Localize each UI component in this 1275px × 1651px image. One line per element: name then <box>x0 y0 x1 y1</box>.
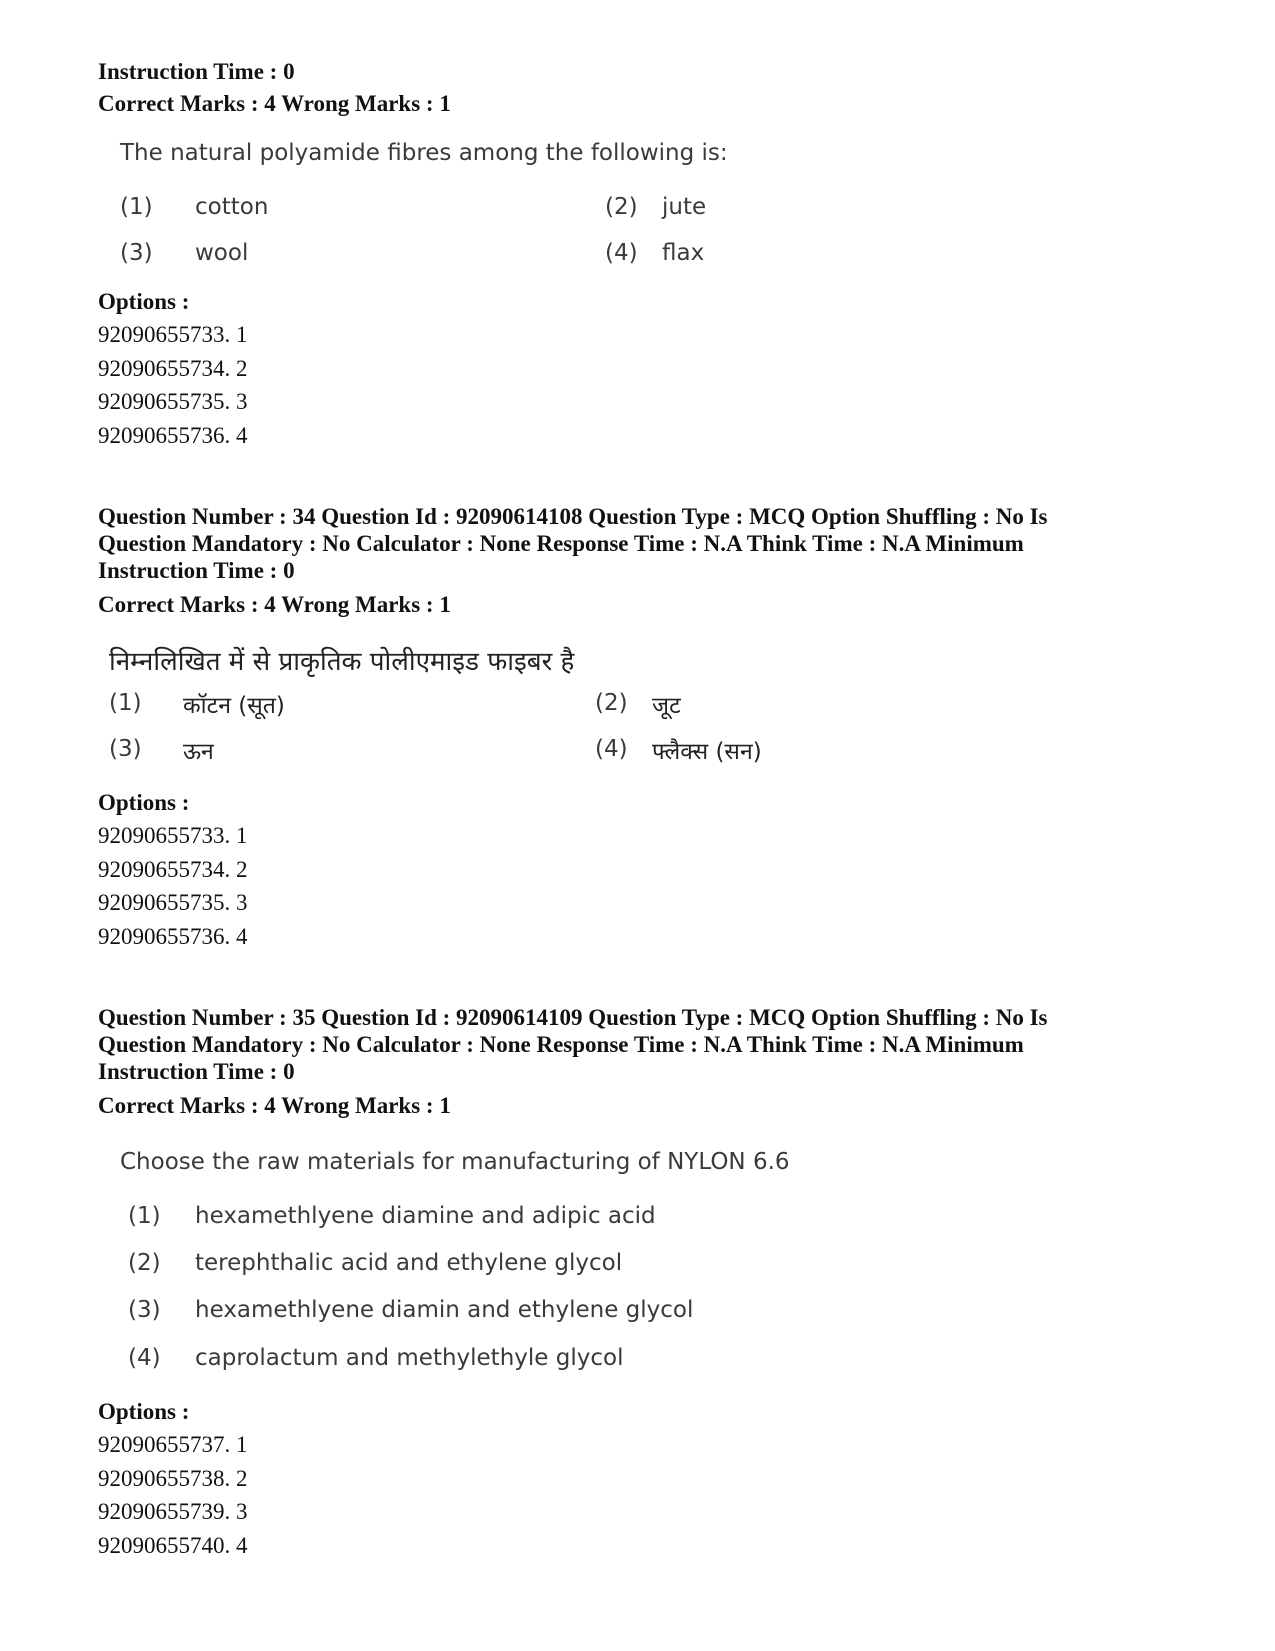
choice-text: wool <box>195 240 249 266</box>
choice-text: कॉटन (सूत) <box>183 693 285 719</box>
option-id: 92090655734. 2 <box>98 857 248 882</box>
choice-number: (2) <box>595 690 628 716</box>
choice-number: (3) <box>109 736 142 762</box>
question-metadata <box>98 503 1048 584</box>
option-id: 92090655735. 3 <box>98 890 248 915</box>
choice-number: (2) <box>128 1250 161 1276</box>
question-metadata <box>98 1004 1048 1085</box>
choice-number: (4) <box>128 1345 161 1371</box>
choice-text: jute <box>662 194 707 220</box>
metadata-line: Instruction Time : 0 <box>98 558 295 583</box>
choice-number: (1) <box>109 690 142 716</box>
choice-text: caprolactum and methylethyle glycol <box>195 1345 624 1371</box>
choice-number: (1) <box>120 194 153 220</box>
choice-number: (4) <box>595 736 628 762</box>
question-metadata <box>98 58 295 85</box>
option-id: 92090655733. 1 <box>98 823 248 848</box>
option-id: 92090655739. 3 <box>98 1499 248 1524</box>
marks-line: Correct Marks : 4 Wrong Marks : 1 <box>98 592 451 617</box>
metadata-line: Question Number : 35 Question Id : 92090614109 Question Type : MCQ Option Shuffling : No Is <box>98 1005 1048 1030</box>
metadata-line: Question Number : 34 Question Id : 92090614108 Question Type : MCQ Option Shuffling : No Is <box>98 504 1048 529</box>
marks-line: Correct Marks : 4 Wrong Marks : 1 <box>98 1093 451 1118</box>
marks-line: Correct Marks : 4 Wrong Marks : 1 <box>98 91 451 116</box>
choice-number: (1) <box>128 1203 161 1229</box>
metadata-line: Question Mandatory : No Calculator : None Response Time : N.A Think Time : N.A Minimum <box>98 531 1024 556</box>
choice-text: hexamethlyene diamin and ethylene glycol <box>195 1297 694 1323</box>
option-id: 92090655737. 1 <box>98 1432 248 1457</box>
question-text: Choose the raw materials for manufacturing of NYLON 6.6 <box>120 1149 790 1175</box>
options-heading: Options : <box>98 1399 190 1424</box>
options-heading: Options : <box>98 790 190 815</box>
choice-number: (2) <box>605 194 638 220</box>
question-text: The natural polyamide fibres among the following is: <box>120 140 728 166</box>
choice-text: hexamethlyene diamine and adipic acid <box>195 1203 656 1229</box>
choice-number: (3) <box>120 240 153 266</box>
option-id: 92090655734. 2 <box>98 356 248 381</box>
option-id: 92090655738. 2 <box>98 1466 248 1491</box>
choice-text: फ्लैक्स (सन) <box>652 739 762 765</box>
option-id: 92090655740. 4 <box>98 1533 248 1558</box>
choice-text: जूट <box>652 693 681 719</box>
option-id: 92090655733. 1 <box>98 322 248 347</box>
question-text: निम्नलिखित में से प्राकृतिक पोलीएमाइड फाइबर है <box>109 647 575 677</box>
metadata-line: Instruction Time : 0 <box>98 59 295 84</box>
choice-number: (3) <box>128 1297 161 1323</box>
metadata-line: Question Mandatory : No Calculator : None Response Time : N.A Think Time : N.A Minimum <box>98 1032 1024 1057</box>
choice-text: flax <box>662 240 705 266</box>
option-id: 92090655736. 4 <box>98 423 248 448</box>
choice-number: (4) <box>605 240 638 266</box>
choice-text: terephthalic acid and ethylene glycol <box>195 1250 623 1276</box>
option-id: 92090655735. 3 <box>98 389 248 414</box>
choice-text: cotton <box>195 194 269 220</box>
metadata-line: Instruction Time : 0 <box>98 1059 295 1084</box>
options-heading: Options : <box>98 289 190 314</box>
choice-text: ऊन <box>183 739 214 765</box>
option-id: 92090655736. 4 <box>98 924 248 949</box>
